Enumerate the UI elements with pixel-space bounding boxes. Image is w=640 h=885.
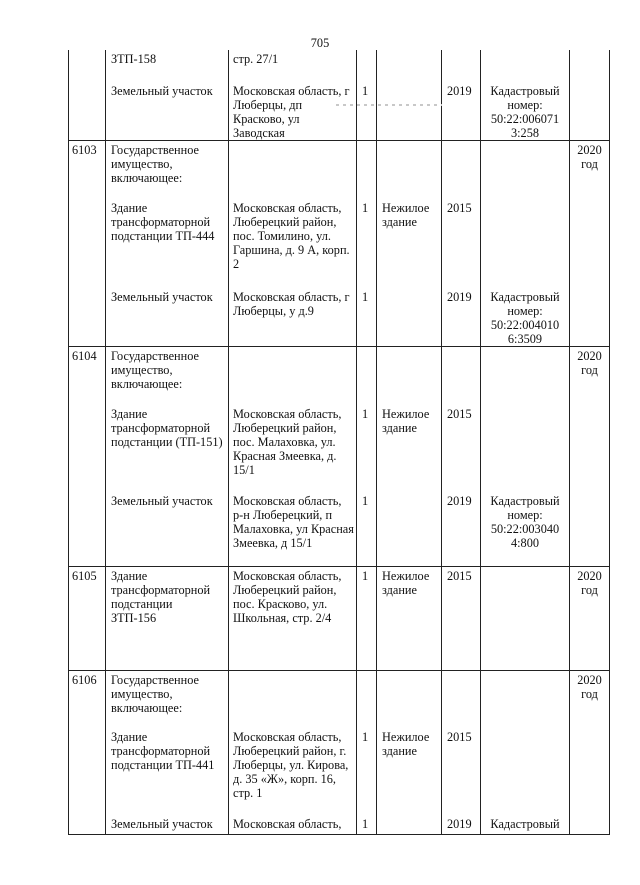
- cadastral-number: Кадастровый номер: 50:22:004010 6:3509: [490, 290, 560, 346]
- object-year: 2015: [447, 201, 472, 215]
- object-name: Здание трансформаторной подстанции ТП-441: [111, 730, 215, 772]
- object-name: Земельный участок: [111, 290, 213, 304]
- row-number: 6103: [72, 143, 97, 157]
- object-year: 2019: [447, 290, 472, 304]
- object-year: 2015: [447, 730, 472, 744]
- object-name: Здание трансформаторной подстанции (ТП-151): [111, 407, 223, 449]
- object-year: 2015: [447, 407, 472, 421]
- object-quantity: 1: [362, 201, 369, 215]
- object-name: Здание трансформаторной подстанции ТП-444: [111, 201, 215, 243]
- object-year: 2019: [447, 84, 472, 98]
- object-quantity: 1: [362, 494, 369, 508]
- object-quantity: 1: [362, 407, 369, 421]
- object-year: 2019: [447, 494, 472, 508]
- object-year: 2019: [447, 817, 472, 831]
- object-type: Нежилое здание: [382, 201, 430, 229]
- object-name: Земельный участок: [111, 84, 213, 98]
- page-number: 705: [310, 36, 330, 50]
- object-name: Земельный участок: [111, 494, 213, 508]
- object-address: Московская область, р-н Люберецкий, п Малаховка, ул Красная Змеевка, д 15/1: [233, 494, 354, 550]
- object-name: Государственное имущество, включающее:: [111, 349, 199, 391]
- deadline: 2020 год: [577, 143, 602, 171]
- row-number: 6104: [72, 349, 97, 363]
- object-year: 2015: [447, 569, 472, 583]
- object-address: Московская область,: [233, 817, 342, 831]
- object-address: Московская область, Люберецкий район, пос. Красково, ул. Школьная, стр. 2/4: [233, 569, 342, 625]
- object-type: Нежилое здание: [382, 730, 430, 758]
- object-name: Государственное имущество, включающее:: [111, 143, 199, 185]
- object-address: стр. 27/1: [233, 52, 279, 66]
- cadastral-number: Кадастровый номер: 50:22:003040 4:800: [490, 494, 560, 550]
- object-address: Московская область, г Люберцы, у д.9: [233, 290, 350, 318]
- deadline: 2020 год: [577, 349, 602, 377]
- row-number: 6105: [72, 569, 97, 583]
- object-type: Нежилое здание: [382, 407, 430, 435]
- object-address: Московская область, г Люберцы, дп Красково, ул Заводская: [233, 84, 350, 140]
- cadastral-number: Кадастровый номер: 50:22:006071 3:258: [490, 84, 560, 140]
- deadline: 2020 год: [577, 569, 602, 597]
- deadline: 2020 год: [577, 673, 602, 701]
- object-type: Нежилое здание: [382, 569, 430, 597]
- object-name: Государственное имущество, включающее:: [111, 673, 199, 715]
- object-quantity: 1: [362, 730, 369, 744]
- object-quantity: 1: [362, 817, 369, 831]
- object-quantity: 1: [362, 290, 369, 304]
- object-name: Земельный участок: [111, 817, 213, 831]
- object-name: Здание трансформаторной подстанции ЗТП-156: [111, 569, 211, 625]
- object-address: Московская область, Люберецкий район, пос. Малаховка, ул. Красная Змеевка, д. 15/1: [233, 407, 342, 477]
- row-number: 6106: [72, 673, 97, 687]
- object-address: Московская область, Люберецкий район, г. Люберцы, ул. Кирова, д. 35 «Ж», корп. 16, стр. 1: [233, 730, 349, 800]
- object-address: Московская область, Люберецкий район, пос. Томилино, ул. Гаршина, д. 9 А, корп. 2: [233, 201, 350, 271]
- cadastral-number: Кадастровый: [490, 817, 560, 831]
- object-quantity: 1: [362, 84, 369, 98]
- object-quantity: 1: [362, 569, 369, 583]
- object-name: ЗТП-158: [111, 52, 157, 66]
